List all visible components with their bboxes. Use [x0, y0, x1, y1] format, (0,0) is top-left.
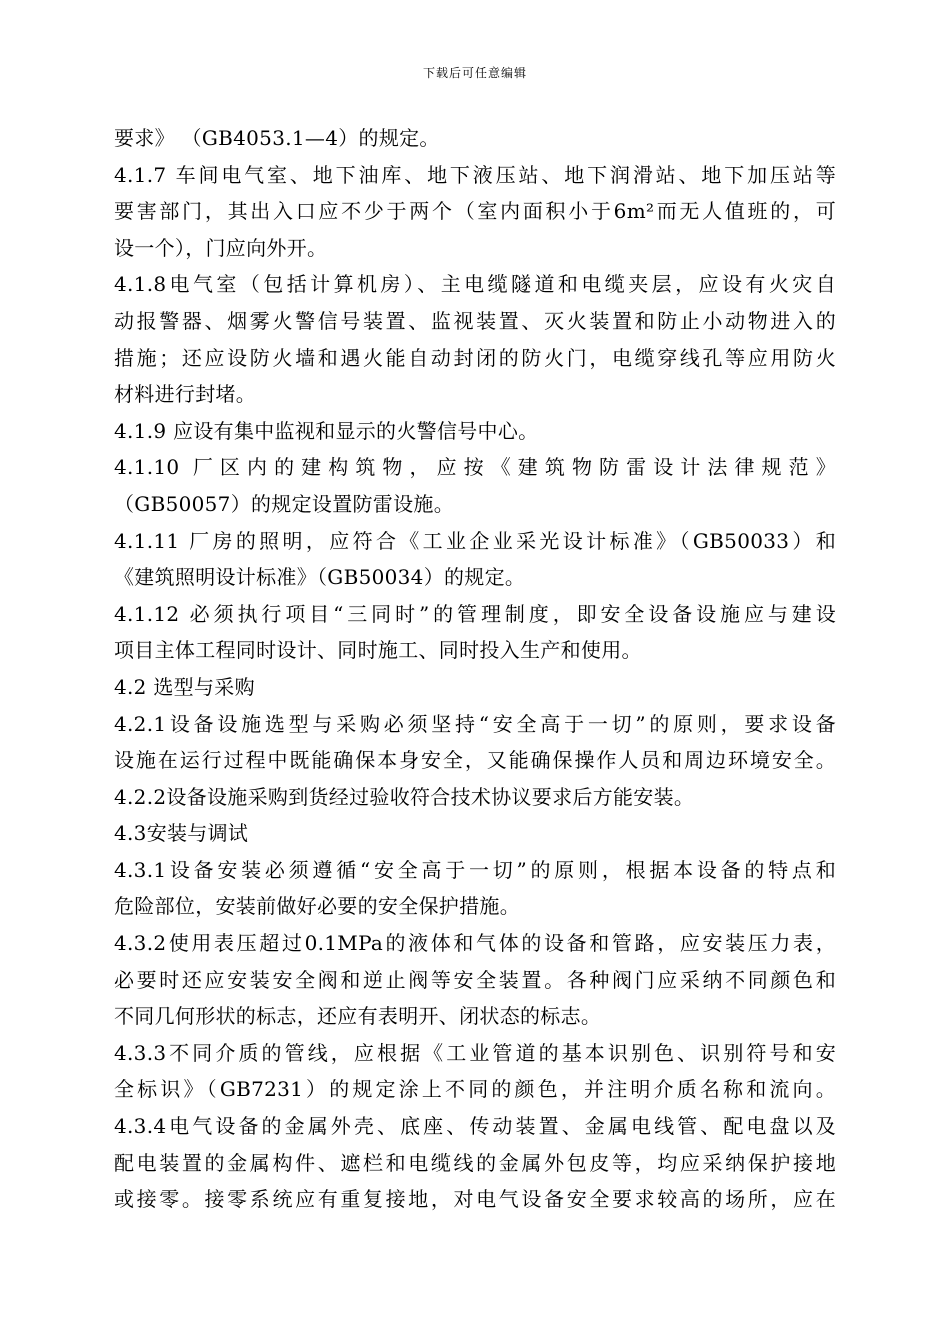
text-line: 4.1.8电气室（包括计算机房）、主电缆隧道和电缆夹层，应设有火灾自: [114, 272, 836, 297]
document-body: [114, 120, 836, 1218]
text-line: 配电装置的金属构件、遮栏和电缆线的金属外包皮等，均应采纳保护接地: [114, 1150, 836, 1175]
text-line: 4.3.2使用表压超过0.1MPa的液体和气体的设备和管路，应安装压力表，: [114, 931, 836, 956]
section-heading: 4.3安装与调试: [114, 821, 249, 846]
text-line: 4.1.7 车间电气室、地下油库、地下液压站、地下润滑站、地下加压站等: [114, 162, 836, 187]
text-line: 必要时还应安装安全阀和逆止阀等安全装置。各种阀门应采纳不同颜色和: [114, 967, 836, 992]
text-line: 或接零。接零系统应有重复接地，对电气设备安全要求较高的场所，应在: [114, 1187, 836, 1212]
text-line: 设施在运行过程中既能确保本身安全，又能确保操作人员和周边环境安全。: [114, 748, 836, 773]
text-line: 要求》 （GB4053.1—4）的规定。: [114, 126, 440, 150]
text-line: 动报警器、烟雾火警信号装置、监视装置、灭火装置和防止小动物进入的: [114, 308, 836, 333]
text-line: 设一个），门应向外开。: [114, 235, 328, 260]
text-line: 全标识》（GB7231）的规定涂上不同的颜色，并注明介质名称和流向。: [114, 1077, 836, 1102]
text-line: 项目主体工程同时设计、同时施工、同时投入生产和使用。: [114, 638, 642, 663]
text-line: 4.3.1设备安装必须遵循“安全高于一切”的原则，根据本设备的特点和: [114, 857, 836, 882]
page-header: 下载后可任意编辑: [422, 66, 527, 80]
text-line: 材料进行封堵。: [114, 382, 257, 407]
text-line: 4.3.3不同介质的管线，应根据《工业管道的基本识别色、识别符号和安: [114, 1040, 836, 1065]
text-line: 4.2.1设备设施选型与采购必须坚持“安全高于一切”的原则，要求设备: [114, 711, 836, 736]
text-line: 不同几何形状的标志，还应有表明开、闭状态的标志。: [114, 1004, 602, 1029]
text-line: 措施；还应设防火墙和遇火能自动封闭的防火门，电缆穿线孔等应用防火: [114, 345, 836, 370]
text-line: 要害部门，其出入口应不少于两个（室内面积小于6m²而无人值班的，可: [114, 199, 836, 224]
section-heading: 4.2 选型与采购: [114, 674, 255, 699]
text-line: 4.3.4电气设备的金属外壳、底座、传动装置、金属电线管、配电盘以及: [114, 1114, 836, 1139]
text-line: （GB50057）的规定设置防雷设施。: [114, 491, 454, 516]
text-line: 4.2.2设备设施采购到货经过验收符合技术协议要求后方能安装。: [114, 784, 695, 809]
text-line: 危险部位，安装前做好必要的安全保护措施。: [114, 894, 520, 919]
text-line: 《建筑照明设计标准》（GB50034）的规定。: [114, 565, 526, 590]
text-line: 4.1.9 应设有集中监视和显示的火警信号中心。: [114, 418, 539, 443]
text-line: 4.1.10 厂区内的建构筑物，应按《建筑物防雷设计法律规范》: [114, 455, 836, 480]
text-line: 4.1.11 厂房的照明，应符合《工业企业采光设计标准》（GB50033）和: [114, 528, 836, 553]
text-line: 4.1.12 必须执行项目“三同时”的管理制度，即安全设备设施应与建设: [114, 601, 836, 626]
